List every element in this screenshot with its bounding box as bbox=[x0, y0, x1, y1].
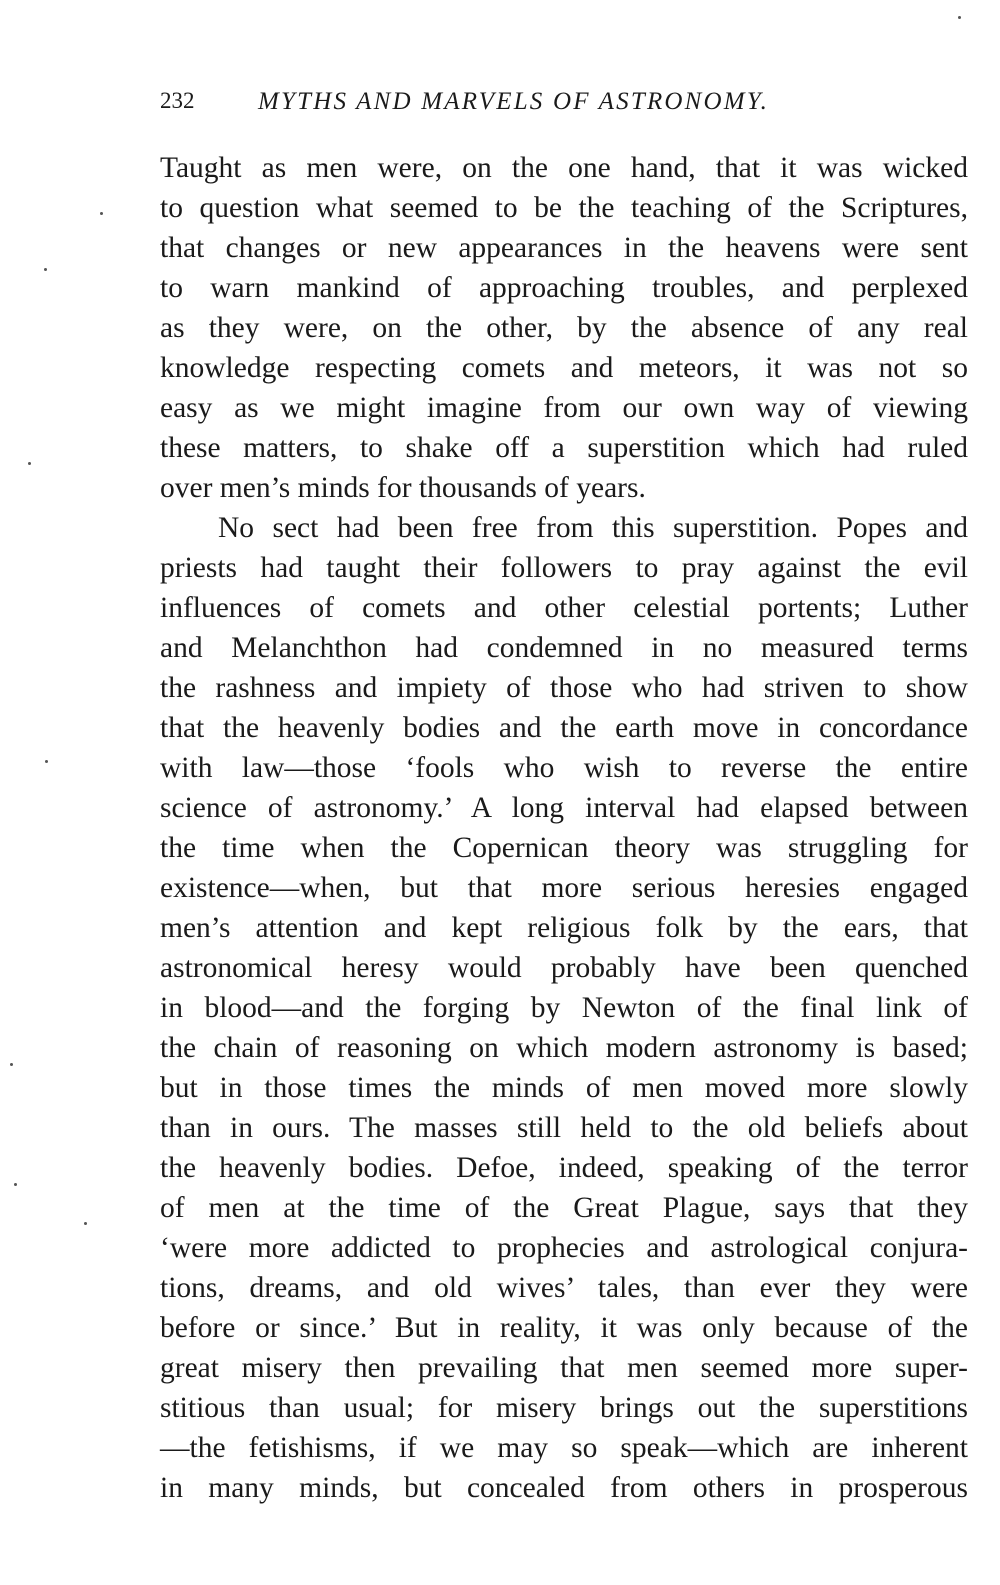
text-line: men’s attention and kept religious folk by the ears, that bbox=[160, 912, 968, 944]
text-line: these matters, to shake off a superstition which had ruled bbox=[160, 432, 968, 464]
paragraph-2 bbox=[160, 508, 968, 1508]
text-line: with law—those ‘fools who wish to reverse the entire bbox=[160, 752, 968, 784]
scan-speck bbox=[14, 1183, 17, 1186]
page-number: 232 bbox=[160, 88, 195, 113]
text-line: over men’s minds for thousands of years. bbox=[160, 472, 646, 504]
text-line: that changes or new appearances in the heavens were sent bbox=[160, 232, 968, 264]
text-line: priests had taught their followers to pray against the evil bbox=[160, 552, 968, 584]
scan-speck bbox=[958, 16, 961, 19]
text-line: influences of comets and other celestial portents; Luther bbox=[160, 592, 968, 624]
scan-speck bbox=[10, 1063, 13, 1066]
text-line: knowledge respecting comets and meteors, it was not so bbox=[160, 352, 968, 384]
text-line: the time when the Copernican theory was struggling for bbox=[160, 832, 968, 864]
text-line: existence—when, but that more serious heresies engaged bbox=[160, 872, 968, 904]
body-text bbox=[160, 148, 968, 1508]
text-line: the heavenly bodies. Defoe, indeed, speaking of the terror bbox=[160, 1152, 968, 1184]
text-line: to question what seemed to be the teaching of the Scriptures, bbox=[160, 192, 968, 224]
paragraph-1 bbox=[160, 148, 968, 508]
text-line: but in those times the minds of men moved more slowly bbox=[160, 1072, 968, 1104]
scan-speck bbox=[45, 760, 48, 763]
text-line: —the fetishisms, if we may so speak—which are inherent bbox=[160, 1432, 968, 1464]
text-line: science of astronomy.’ A long interval had elapsed between bbox=[160, 792, 968, 824]
text-line: astronomical heresy would probably have been quenched bbox=[160, 952, 968, 984]
text-line: the chain of reasoning on which modern astronomy is based; bbox=[160, 1032, 968, 1064]
text-line: in many minds, but concealed from others in prosperous bbox=[160, 1472, 968, 1504]
text-line: stitious than usual; for misery brings out the superstitions bbox=[160, 1392, 968, 1424]
text-line: in blood—and the forging by Newton of the final link of bbox=[160, 992, 968, 1024]
text-line: No sect had been free from this superstition. Popes and bbox=[218, 512, 968, 544]
running-title: MYTHS AND MARVELS OF ASTRONOMY. bbox=[258, 88, 770, 115]
text-line: as they were, on the other, by the absence of any real bbox=[160, 312, 968, 344]
text-line: that the heavenly bodies and the earth move in concordance bbox=[160, 712, 968, 744]
text-line: of men at the time of the Great Plague, says that they bbox=[160, 1192, 968, 1224]
scan-speck bbox=[44, 268, 47, 271]
text-line: tions, dreams, and old wives’ tales, than ever they were bbox=[160, 1272, 968, 1304]
text-line: and Melanchthon had condemned in no measured terms bbox=[160, 632, 968, 664]
text-line: easy as we might imagine from our own way of viewing bbox=[160, 392, 968, 424]
scan-speck bbox=[100, 212, 103, 215]
text-line: to warn mankind of approaching troubles, and perplexed bbox=[160, 272, 968, 304]
text-line: Taught as men were, on the one hand, that it was wicked bbox=[160, 152, 968, 184]
scan-speck bbox=[84, 1222, 87, 1225]
text-line: the rashness and impiety of those who had striven to show bbox=[160, 672, 968, 704]
text-line: great misery then prevailing that men seemed more super- bbox=[160, 1352, 968, 1384]
text-line: before or since.’ But in reality, it was only because of the bbox=[160, 1312, 968, 1344]
scan-speck bbox=[28, 462, 31, 465]
text-line: ‘were more addicted to prophecies and astrological conjura- bbox=[160, 1232, 968, 1264]
text-line: than in ours. The masses still held to the old beliefs about bbox=[160, 1112, 968, 1144]
running-head bbox=[160, 88, 970, 128]
